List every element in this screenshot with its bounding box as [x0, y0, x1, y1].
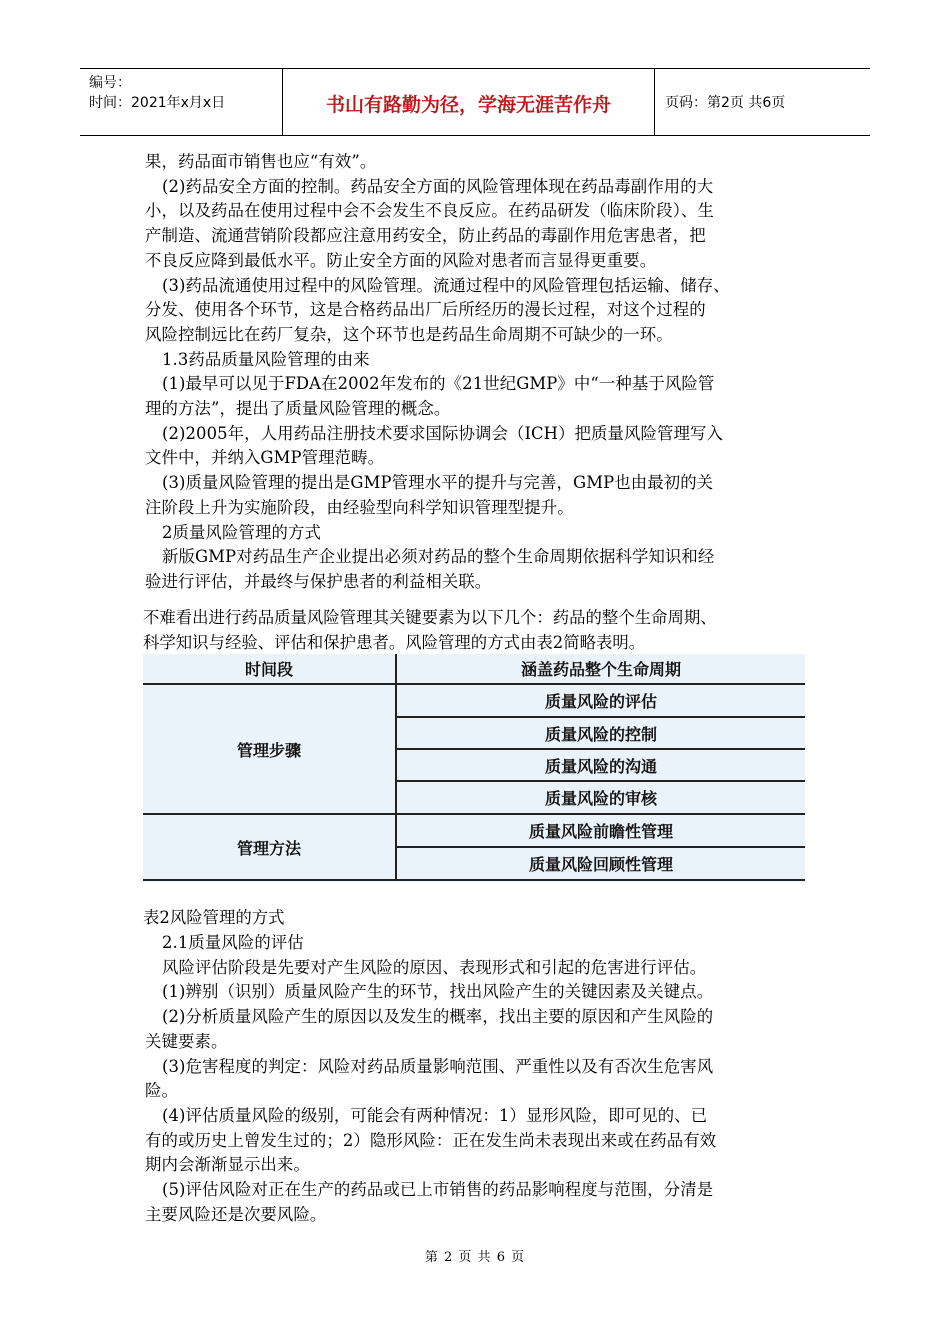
paragraph: (3)危害程度的判定：风险对药品质量影响范围、严重性以及有否次生危害风	[162, 1056, 714, 1076]
table-caption: 表2风险管理的方式	[143, 908, 285, 927]
paragraph: 果，药品面市销售也应“有效”。	[145, 152, 377, 171]
body-text-top	[145, 150, 815, 595]
paragraph: 文件中，并纳入GMP管理范畴。	[145, 448, 385, 468]
paragraph: 有的或历史上曾发生过的；2）隐形风险：正在发生尚未表现出来或在药品有效	[145, 1130, 717, 1150]
paragraph: 验进行评估，并最终与保护患者的利益相关联。	[145, 571, 492, 591]
paragraph: 分发、使用各个环节，这是合格药品出厂后所经历的漫长过程，对这个过程的	[145, 300, 706, 320]
header-motto: 书山有路勤为径，学海无涯苦作舟	[283, 69, 655, 135]
risk-management-table	[143, 654, 805, 882]
table-cell: 质量风险前瞻性管理	[528, 822, 673, 841]
paragraph: 科学知识与经验、评估和保护患者。风险管理的方式由表2简略表明。	[143, 632, 646, 652]
paragraph: (2)2005年，人用药品注册技术要求国际协调会（ICH）把质量风险管理写入	[162, 423, 723, 443]
table-head-left: 时间段	[244, 660, 293, 679]
table-cell: 质量风险的沟通	[544, 756, 657, 776]
table-steps-label: 管理步骤	[236, 740, 301, 760]
paragraph: (1)辨别（识别）质量风险产生的环节，找出风险产生的关键因素及关键点。	[162, 982, 714, 1002]
paragraph: (3)药品流通使用过程中的风险管理。流通过程中的风险管理包括运输、储存、	[162, 275, 730, 295]
table-cell: 质量风险的评估	[544, 692, 657, 711]
page-footer: 第 2 页 共 6 页	[424, 1250, 526, 1265]
header-page-info: 页码：第2页 共6页	[665, 95, 786, 111]
table-methods-label: 管理方法	[236, 838, 301, 858]
section-heading: 1.3药品质量风险管理的由来	[162, 349, 370, 369]
paragraph: 关键要素。	[145, 1031, 228, 1051]
paragraph: 产制造、流通营销阶段都应注意用药安全，防止药品的毒副作用危害患者，把	[145, 226, 706, 246]
section-heading: 2质量风险管理的方式	[162, 522, 321, 542]
number-label: 编号：	[89, 75, 131, 91]
header-meta	[80, 69, 283, 135]
paragraph: (3)质量风险管理的提出是GMP管理水平的提升与完善，GMP也由最初的关	[162, 473, 714, 493]
page-header	[80, 68, 870, 136]
paragraph: 不良反应降到最低水平。防止安全方面的风险对患者而言显得更重要。	[145, 250, 657, 270]
paragraph: (5)评估风险对正在生产的药品或已上市销售的药品影响程度与范围，分清是	[162, 1180, 714, 1200]
paragraph: (1)最早可以见于FDA在2002年发布的《21世纪GMP》中“一种基于风险管	[162, 374, 715, 394]
body-text-flush	[143, 606, 833, 655]
paragraph: 不难看出进行药品质量风险管理其关键要素为以下几个：药品的整个生命周期、	[143, 608, 717, 627]
paragraph: 注阶段上升为实施阶段，由经验型向科学知识管理型提升。	[145, 497, 574, 517]
paragraph: (2)药品安全方面的控制。药品安全方面的风险管理体现在药品毒副作用的大	[162, 176, 714, 196]
paragraph: 理的方法”，提出了质量风险管理的概念。	[145, 399, 451, 419]
paragraph: (2)分析质量风险产生的原因以及发生的概率，找出主要的原因和产生风险的	[162, 1007, 714, 1027]
paragraph: 小，以及药品在使用过程中会不会发生不良反应。在药品研发（临床阶段）、生	[145, 201, 714, 221]
section-heading: 2.1质量风险的评估	[162, 933, 304, 952]
table-cell: 质量风险的控制	[544, 724, 657, 744]
paragraph: 期内会渐渐显示出来。	[145, 1155, 310, 1175]
paragraph: (4)评估质量风险的级别，可能会有两种情况：1）显形风险，即可见的、已	[162, 1105, 708, 1125]
table-cell: 质量风险回顾性管理	[528, 855, 673, 874]
table-head-right: 涵盖药品整个生命周期	[520, 660, 681, 679]
paragraph: 新版GMP对药品生产企业提出必须对药品的整个生命周期依据科学知识和经	[162, 547, 715, 567]
paragraph: 险。	[145, 1081, 178, 1101]
paragraph: 风险评估阶段是先要对产生风险的原因、表现形式和引起的危害进行评估。	[162, 957, 707, 977]
time-label: 时间：2021年x月x日	[89, 95, 226, 111]
table-caption-wrap	[143, 906, 833, 931]
body-text-bottom	[145, 931, 815, 1227]
paragraph: 主要风险还是次要风险。	[145, 1204, 327, 1224]
table-divider	[143, 879, 805, 881]
table-cell: 质量风险的审核	[544, 789, 657, 808]
paragraph: 风险控制远比在药厂复杂，这个环节也是药品生命周期不可缺少的一环。	[145, 324, 673, 344]
